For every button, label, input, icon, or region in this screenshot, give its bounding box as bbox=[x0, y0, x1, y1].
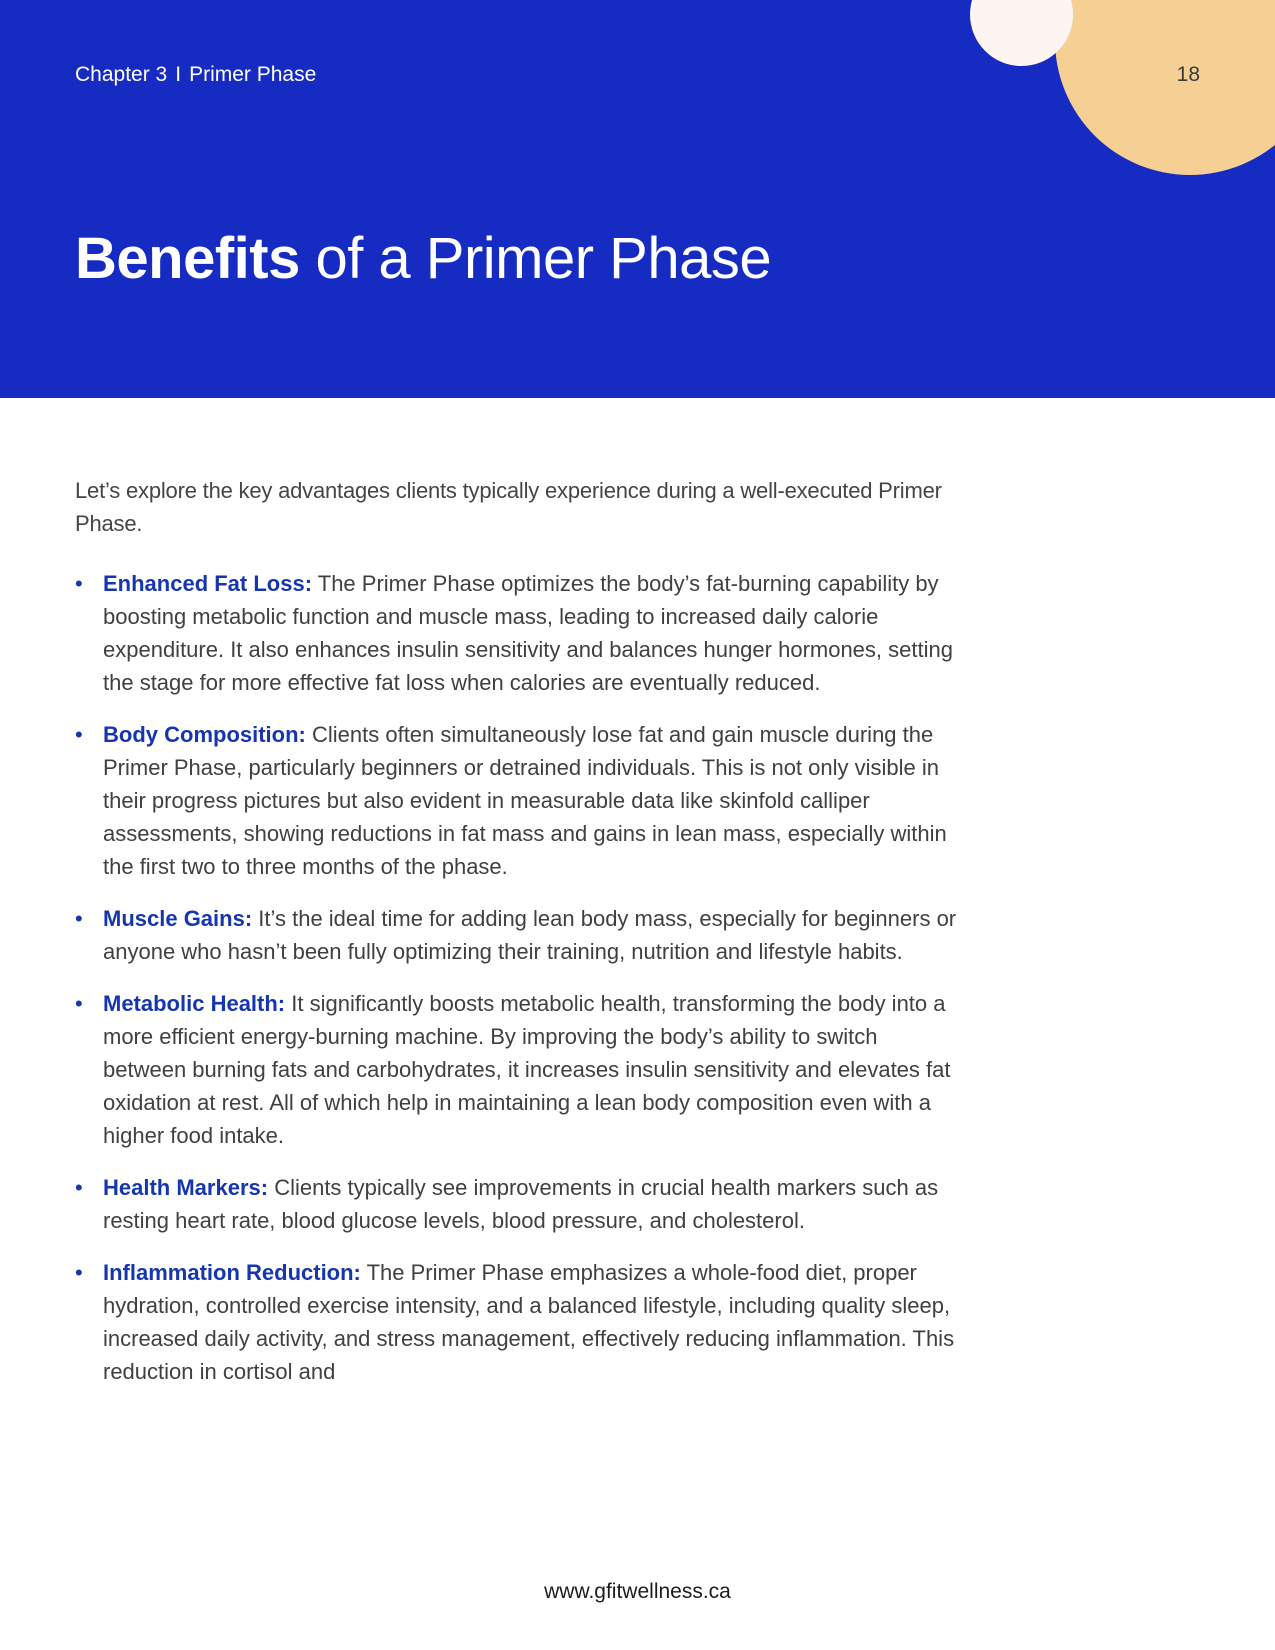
benefit-text: The Primer Phase emphasizes a whole-food diet, proper hydration, controlled exercise intensity, and a balanced lifestyle, including quality sleep, increased daily activity, and stress management, effectively reducing inflammation. This reduction in cortisol and bbox=[103, 1260, 955, 1384]
benefit-term: Metabolic Health: bbox=[103, 991, 286, 1016]
chapter-separator: I bbox=[175, 63, 182, 86]
footer-url[interactable]: www.gfitwellness.ca bbox=[544, 1580, 731, 1603]
bullet-icon: • bbox=[75, 722, 83, 747]
benefit-term: Health Markers: bbox=[103, 1175, 269, 1200]
benefit-term: Body Composition: bbox=[103, 722, 306, 747]
bullet-icon: • bbox=[75, 906, 83, 931]
benefit-text: It’s the ideal time for adding lean body mass, especially for beginners or anyone who hasn’t been fully optimizing their training, nutrition and lifestyle habits. bbox=[103, 906, 957, 964]
bullet-icon: • bbox=[75, 1175, 83, 1200]
page-number: 18 bbox=[1176, 63, 1200, 86]
decorative-circle-large bbox=[1055, 0, 1275, 175]
benefit-term: Inflammation Reduction: bbox=[103, 1260, 361, 1285]
main-content bbox=[75, 474, 965, 1407]
chapter-label bbox=[75, 63, 316, 87]
bullet-icon: • bbox=[75, 1260, 83, 1285]
header-band bbox=[0, 0, 1275, 398]
benefit-enhanced-fat-loss bbox=[75, 567, 965, 699]
chapter-number: Chapter 3 bbox=[75, 63, 168, 86]
page-title bbox=[75, 225, 771, 292]
benefit-inflammation-reduction bbox=[75, 1256, 965, 1388]
intro-paragraph: Let’s explore the key advantages clients typically experience during a well-executed Primer Phase. bbox=[75, 478, 942, 536]
bullet-icon: • bbox=[75, 991, 83, 1016]
page-title-rest: of a Primer Phase bbox=[299, 226, 772, 291]
benefit-health-markers bbox=[75, 1171, 965, 1237]
benefit-body-composition bbox=[75, 718, 965, 883]
benefits-list bbox=[75, 567, 965, 1388]
benefit-text: It significantly boosts metabolic health, transforming the body into a more efficient energy-burning machine. By improving the body’s ability to switch between burning fats and carbohydrates, it increases insulin sensitivity and elevates fat oxidation at rest. All of which help in maintaining a lean body composition even with a higher food intake. bbox=[103, 991, 951, 1148]
benefit-term: Enhanced Fat Loss: bbox=[103, 571, 313, 596]
benefit-text: The Primer Phase optimizes the body’s fat-burning capability by boosting metabolic function and muscle mass, leading to increased daily calorie expenditure. It also enhances insulin sensitivity and balances hunger hormones, setting the stage for more effective fat loss when calories are eventually reduced. bbox=[103, 571, 953, 695]
benefit-muscle-gains bbox=[75, 902, 965, 968]
benefit-text: Clients typically see improvements in crucial health markers such as resting heart rate, blood glucose levels, blood pressure, and cholesterol. bbox=[103, 1175, 939, 1233]
bullet-icon: • bbox=[75, 571, 83, 596]
chapter-section: Primer Phase bbox=[189, 63, 317, 86]
benefit-text: Clients often simultaneously lose fat and gain muscle during the Primer Phase, particularly beginners or detrained individuals. This is not only visible in their progress pictures but also evident in measurable data like skinfold calliper assessments, showing reductions in fat mass and gains in lean mass, especially within the first two to three months of the phase. bbox=[103, 722, 947, 879]
page-title-bold: Benefits bbox=[75, 226, 300, 291]
benefit-term: Muscle Gains: bbox=[103, 906, 253, 931]
benefit-metabolic-health bbox=[75, 987, 965, 1152]
